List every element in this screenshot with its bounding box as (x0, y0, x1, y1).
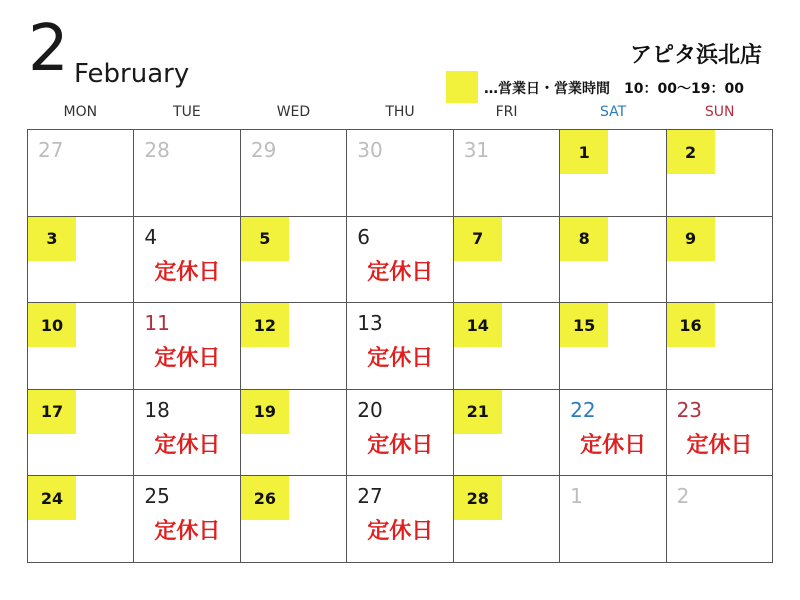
open-day-number: 5 (241, 217, 289, 261)
open-day-number: 12 (241, 303, 289, 347)
calendar-cell (667, 303, 773, 390)
open-day-number: 3 (28, 217, 76, 261)
calendar-cell (560, 217, 666, 304)
calendar-cell (667, 130, 773, 217)
calendar-cell (454, 217, 560, 304)
closed-day-label: 定休日 (367, 432, 434, 458)
calendar-cell (347, 217, 453, 304)
calendar-cell (241, 303, 347, 390)
other-month-day-number: 28 (144, 138, 170, 162)
day-number: 22 (570, 397, 596, 422)
open-day-number: 8 (560, 217, 608, 261)
calendar-cell (134, 476, 240, 563)
legend-swatch-open (446, 71, 478, 103)
day-number: 25 (144, 484, 170, 509)
day-number: 11 (144, 311, 170, 336)
open-day-number: 26 (241, 476, 289, 520)
weekday-wed: WED (276, 104, 311, 120)
calendar-grid (27, 129, 773, 563)
weekday-header (27, 104, 773, 124)
open-day-number: 14 (454, 303, 502, 347)
open-day-number: 16 (667, 303, 715, 347)
open-day-number: 28 (454, 476, 502, 520)
closed-day-label: 定休日 (154, 519, 221, 545)
calendar-cell (667, 217, 773, 304)
month-number: 2 (28, 12, 69, 86)
open-day-number: 2 (667, 130, 715, 174)
calendar-cell (560, 303, 666, 390)
other-month-day-number: 2 (676, 484, 690, 509)
open-day-number: 1 (560, 130, 608, 174)
calendar-cell (241, 217, 347, 304)
calendar-cell (28, 217, 134, 304)
calendar-cell (667, 390, 773, 477)
other-month-day-number: 30 (357, 138, 383, 162)
calendar-cell (241, 476, 347, 563)
month-name: February (74, 59, 190, 89)
open-day-number: 24 (28, 476, 76, 520)
closed-day-label: 定休日 (154, 346, 221, 372)
closed-day-label: 定休日 (367, 346, 434, 372)
closed-day-label: 定休日 (154, 259, 221, 285)
calendar-cell (560, 130, 666, 217)
other-month-day-number: 1 (570, 484, 583, 509)
open-day-number: 7 (454, 217, 502, 261)
other-month-day-number: 31 (463, 138, 490, 162)
weekday-mon: MON (63, 104, 98, 120)
day-number: 27 (357, 484, 383, 509)
calendar-cell (241, 130, 347, 217)
open-day-number: 9 (667, 217, 715, 261)
day-number: 23 (676, 397, 703, 422)
closed-day-label: 定休日 (686, 432, 753, 458)
calendar-cell (667, 476, 773, 563)
calendar-cell (134, 217, 240, 304)
legend-text: …営業日・営業時間 10：00〜19：00 (484, 81, 744, 97)
open-day-number: 10 (28, 303, 76, 347)
calendar-cell (347, 476, 453, 563)
day-number: 13 (357, 311, 383, 336)
weekday-sat: SAT (600, 104, 627, 120)
open-day-number: 15 (560, 303, 608, 347)
weekday-tue: TUE (173, 104, 201, 120)
day-number: 6 (357, 224, 371, 249)
weekday-fri: FRI (495, 104, 518, 120)
calendar-cell (560, 476, 666, 563)
calendar-cell (28, 303, 134, 390)
open-day-number: 21 (454, 390, 502, 434)
day-number: 18 (144, 397, 170, 422)
weekday-sun: SUN (704, 104, 735, 120)
closed-day-label: 定休日 (367, 519, 434, 545)
calendar-cell (28, 130, 134, 217)
closed-day-label: 定休日 (580, 432, 647, 458)
calendar-cell (347, 390, 453, 477)
store-name: アピタ浜北店 (629, 43, 762, 68)
open-day-number: 19 (241, 390, 289, 434)
weekday-thu: THU (385, 104, 415, 120)
calendar-cell (560, 390, 666, 477)
other-month-day-number: 29 (250, 138, 277, 162)
calendar-cell (347, 303, 453, 390)
open-day-number: 17 (28, 390, 76, 434)
day-number: 20 (357, 397, 383, 422)
calendar-cell (454, 303, 560, 390)
other-month-day-number: 27 (38, 138, 64, 162)
day-number: 4 (144, 224, 158, 249)
calendar-cell (241, 390, 347, 477)
closed-day-label: 定休日 (367, 259, 434, 285)
calendar-cell (134, 303, 240, 390)
calendar-cell (454, 390, 560, 477)
calendar-cell (134, 130, 240, 217)
calendar-cell (134, 390, 240, 477)
calendar-cell (347, 130, 453, 217)
calendar-cell (454, 130, 560, 217)
calendar-cell (28, 390, 134, 477)
calendar-cell (454, 476, 560, 563)
closed-day-label: 定休日 (154, 432, 221, 458)
calendar-cell (28, 476, 134, 563)
